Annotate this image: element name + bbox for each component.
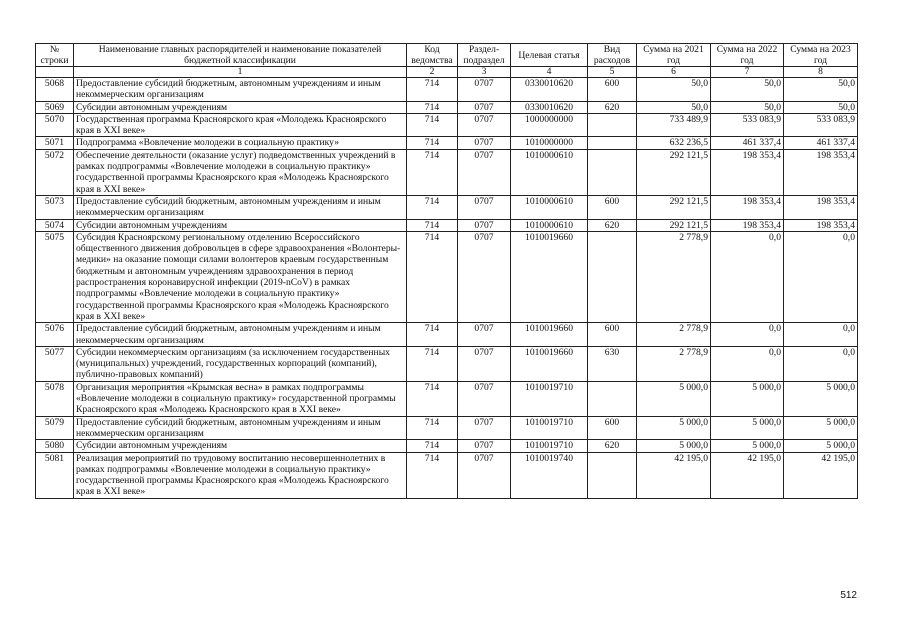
row-number-cell: 5075: [36, 231, 74, 322]
target-article-cell: 1010019710: [511, 416, 588, 440]
sum-2023-cell: 50,0: [784, 78, 858, 102]
expense-type-cell: 600: [588, 323, 637, 347]
target-article-cell: 1010000610: [511, 195, 588, 219]
target-article-cell: 0330010620: [511, 101, 588, 113]
sum-2023-cell: 198 353,4: [784, 219, 858, 231]
row-name-cell: Субсидии автономным учреждениям: [74, 219, 407, 231]
section-cell: 0707: [458, 101, 511, 113]
row-number-cell: 5071: [36, 137, 74, 149]
table-row: [36, 78, 858, 102]
section-cell: 0707: [458, 452, 511, 498]
sum-2021-cell: 733 489,9: [637, 113, 711, 137]
sum-2023-cell: 461 337,4: [784, 137, 858, 149]
target-article-cell: 1010019740: [511, 452, 588, 498]
expense-type-cell: [588, 452, 637, 498]
header-sum-2021: Сумма на 2021 год: [637, 44, 711, 67]
department-code-cell: 714: [407, 219, 458, 231]
row-name-cell: Субсидия Красноярскому региональному отделению Всероссийского общественного движения добровольцев в сфере здравоохранения «Волонтеры-медики» на оказание помощи силами волонтеров краевым государственным бюджетным и автономным учреждениям здравоохранения в период распространения коронавирусной инфекции (2019-nCoV) в рамках подпрограммы «Вовлечение молодежи в социальную практику» государственной программы Красноярского края «Молодежь Красноярского края в XXI веке»: [74, 231, 407, 322]
column-number: 5: [588, 67, 637, 78]
sum-2023-cell: 0,0: [784, 231, 858, 322]
header-section: Раздел-подраздел: [458, 44, 511, 67]
sum-2023-cell: 198 353,4: [784, 149, 858, 195]
row-name-cell: Подпрограмма «Вовлечение молодежи в социальную практику»: [74, 137, 407, 149]
section-cell: 0707: [458, 149, 511, 195]
table-row: [36, 149, 858, 195]
section-cell: 0707: [458, 113, 511, 137]
sum-2021-cell: 292 121,5: [637, 149, 711, 195]
sum-2023-cell: 50,0: [784, 101, 858, 113]
sum-2023-cell: 5 000,0: [784, 416, 858, 440]
department-code-cell: 714: [407, 137, 458, 149]
section-cell: 0707: [458, 137, 511, 149]
target-article-cell: 1010000610: [511, 219, 588, 231]
sum-2022-cell: 42 195,0: [711, 452, 784, 498]
department-code-cell: 714: [407, 101, 458, 113]
row-name-cell: Государственная программа Красноярского края «Молодежь Красноярского края в XXI веке»: [74, 113, 407, 137]
sum-2021-cell: 2 778,9: [637, 231, 711, 322]
target-article-cell: 1010019710: [511, 440, 588, 452]
column-number: 6: [637, 67, 711, 78]
table-row: [36, 195, 858, 219]
row-number-cell: 5081: [36, 452, 74, 498]
target-article-cell: 1010019660: [511, 323, 588, 347]
sum-2022-cell: 5 000,0: [711, 381, 784, 416]
sum-2021-cell: 2 778,9: [637, 346, 711, 381]
department-code-cell: 714: [407, 381, 458, 416]
section-cell: 0707: [458, 195, 511, 219]
expense-type-cell: [588, 231, 637, 322]
sum-2022-cell: 461 337,4: [711, 137, 784, 149]
header-target-article: Целевая статья: [511, 44, 588, 67]
department-code-cell: 714: [407, 231, 458, 322]
header-department-code: Код ведомства: [407, 44, 458, 67]
sum-2021-cell: 632 236,5: [637, 137, 711, 149]
row-name-cell: Предоставление субсидий бюджетным, автономным учреждениям и иным некоммерческим организациям: [74, 323, 407, 347]
expense-type-cell: [588, 113, 637, 137]
expense-type-cell: [588, 381, 637, 416]
sum-2021-cell: 50,0: [637, 101, 711, 113]
column-number: 8: [784, 67, 858, 78]
table-row: [36, 323, 858, 347]
column-number: 7: [711, 67, 784, 78]
sum-2023-cell: 198 353,4: [784, 195, 858, 219]
department-code-cell: 714: [407, 452, 458, 498]
expense-type-cell: 620: [588, 440, 637, 452]
section-cell: 0707: [458, 219, 511, 231]
header-row: [36, 44, 858, 67]
department-code-cell: 714: [407, 195, 458, 219]
sum-2023-cell: 5 000,0: [784, 381, 858, 416]
department-code-cell: 714: [407, 346, 458, 381]
target-article-cell: 0330010620: [511, 78, 588, 102]
target-article-cell: 1000000000: [511, 113, 588, 137]
section-cell: 0707: [458, 416, 511, 440]
sum-2022-cell: 198 353,4: [711, 219, 784, 231]
row-number-cell: 5076: [36, 323, 74, 347]
sum-2021-cell: 2 778,9: [637, 323, 711, 347]
sum-2023-cell: 5 000,0: [784, 440, 858, 452]
row-name-cell: Реализация мероприятий по трудовому воспитанию несовершеннолетних в рамках подпрограммы «Вовлечение молодежи в социальную практику» государственной программы Красноярского края «Молодежь Красноярского края в XXI веке»: [74, 452, 407, 498]
expense-type-cell: 600: [588, 78, 637, 102]
sum-2021-cell: 5 000,0: [637, 440, 711, 452]
sum-2021-cell: 5 000,0: [637, 416, 711, 440]
row-name-cell: Субсидии автономным учреждениям: [74, 101, 407, 113]
row-name-cell: Предоставление субсидий бюджетным, автономным учреждениям и иным некоммерческим организациям: [74, 195, 407, 219]
table-row: [36, 113, 858, 137]
sum-2022-cell: 5 000,0: [711, 440, 784, 452]
expense-type-cell: [588, 149, 637, 195]
sum-2021-cell: 5 000,0: [637, 381, 711, 416]
department-code-cell: 714: [407, 78, 458, 102]
sum-2023-cell: 0,0: [784, 346, 858, 381]
row-number-cell: 5077: [36, 346, 74, 381]
expense-type-cell: 600: [588, 195, 637, 219]
column-number: 4: [511, 67, 588, 78]
sum-2022-cell: 50,0: [711, 78, 784, 102]
section-cell: 0707: [458, 78, 511, 102]
table-row: [36, 381, 858, 416]
row-name-cell: Предоставление субсидий бюджетным, автономным учреждениям и иным некоммерческим организациям: [74, 78, 407, 102]
section-cell: 0707: [458, 440, 511, 452]
expense-type-cell: 620: [588, 101, 637, 113]
department-code-cell: 714: [407, 113, 458, 137]
row-name-cell: Субсидии автономным учреждениям: [74, 440, 407, 452]
header-name: Наименование главных распорядителей и наименование показателей бюджетной классификации: [74, 44, 407, 67]
section-cell: 0707: [458, 381, 511, 416]
row-name-cell: Организация мероприятия «Крымская весна» в рамках подпрограммы «Вовлечение молодежи в социальную практику» государственной программы Красноярского края «Молодежь Красноярского края в XXI веке»: [74, 381, 407, 416]
target-article-cell: 1010019660: [511, 346, 588, 381]
target-article-cell: 1010019660: [511, 231, 588, 322]
column-number: 3: [458, 67, 511, 78]
sum-2023-cell: 533 083,9: [784, 113, 858, 137]
sum-2021-cell: 292 121,5: [637, 195, 711, 219]
section-cell: 0707: [458, 323, 511, 347]
sum-2021-cell: 50,0: [637, 78, 711, 102]
header-expense-type: Вид расходов: [588, 44, 637, 67]
row-number-cell: 5074: [36, 219, 74, 231]
sum-2022-cell: 5 000,0: [711, 416, 784, 440]
table-row: [36, 440, 858, 452]
table-row: [36, 416, 858, 440]
row-number-cell: 5072: [36, 149, 74, 195]
header-sum-2022: Сумма на 2022 год: [711, 44, 784, 67]
column-number: 1: [74, 67, 407, 78]
sum-2022-cell: 0,0: [711, 323, 784, 347]
sum-2022-cell: 198 353,4: [711, 195, 784, 219]
expense-type-cell: 620: [588, 219, 637, 231]
expense-type-cell: 600: [588, 416, 637, 440]
sum-2022-cell: 198 353,4: [711, 149, 784, 195]
table-row: [36, 137, 858, 149]
column-number: 2: [407, 67, 458, 78]
row-number-cell: 5080: [36, 440, 74, 452]
column-number-row: [36, 67, 858, 78]
row-name-cell: Предоставление субсидий бюджетным, автономным учреждениям и иным некоммерческим организациям: [74, 416, 407, 440]
table-row: [36, 452, 858, 498]
row-number-cell: 5068: [36, 78, 74, 102]
table-row: [36, 231, 858, 322]
target-article-cell: 1010000000: [511, 137, 588, 149]
sum-2023-cell: 0,0: [784, 323, 858, 347]
target-article-cell: 1010019710: [511, 381, 588, 416]
row-number-cell: 5078: [36, 381, 74, 416]
sum-2023-cell: 42 195,0: [784, 452, 858, 498]
target-article-cell: 1010000610: [511, 149, 588, 195]
section-cell: 0707: [458, 346, 511, 381]
sum-2022-cell: 0,0: [711, 231, 784, 322]
row-name-cell: Обеспечение деятельности (оказание услуг) подведомственных учреждений в рамках подпрограммы «Вовлечение молодежи в социальную практику» государственной программы Красноярского края «Молодежь Красноярского края в XXI веке»: [74, 149, 407, 195]
expense-type-cell: 630: [588, 346, 637, 381]
header-row-number: № строки: [36, 44, 74, 67]
sum-2021-cell: 292 121,5: [637, 219, 711, 231]
table-row: [36, 101, 858, 113]
column-number: [36, 67, 74, 78]
budget-table: [35, 43, 858, 499]
header-sum-2023: Сумма на 2023 год: [784, 44, 858, 67]
department-code-cell: 714: [407, 440, 458, 452]
department-code-cell: 714: [407, 149, 458, 195]
row-number-cell: 5073: [36, 195, 74, 219]
table-body: [36, 78, 858, 499]
page-number: 512: [840, 590, 857, 601]
sum-2022-cell: 0,0: [711, 346, 784, 381]
row-number-cell: 5070: [36, 113, 74, 137]
department-code-cell: 714: [407, 416, 458, 440]
row-name-cell: Субсидии некоммерческим организациям (за исключением государственных (муниципальных) учреждений, государственных корпораций (компаний), публично-правовых компаний): [74, 346, 407, 381]
sum-2021-cell: 42 195,0: [637, 452, 711, 498]
table-row: [36, 346, 858, 381]
expense-type-cell: [588, 137, 637, 149]
department-code-cell: 714: [407, 323, 458, 347]
table-row: [36, 219, 858, 231]
sum-2022-cell: 533 083,9: [711, 113, 784, 137]
row-number-cell: 5069: [36, 101, 74, 113]
sum-2022-cell: 50,0: [711, 101, 784, 113]
row-number-cell: 5079: [36, 416, 74, 440]
section-cell: 0707: [458, 231, 511, 322]
